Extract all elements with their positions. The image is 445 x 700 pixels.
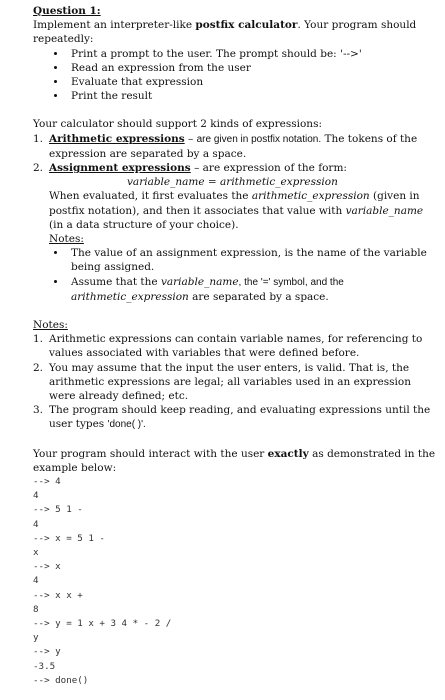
example-line: --> done() (33, 674, 89, 686)
intro-bold: postfix calculator (195, 19, 298, 32)
step-item: • Print a prompt to the user. The prompt should be: '-->' (67, 47, 439, 61)
example-line: --> x = 5 1 - (33, 532, 105, 544)
assignment-note (67, 275, 439, 304)
intro-text-end: . Your program should repeatedly: (33, 19, 417, 46)
note-text: , the '=' symbol, and the (238, 276, 344, 288)
example-line: 8 (33, 603, 39, 615)
example-line: --> y = 1 x + 3 4 * - 2 / (33, 617, 172, 629)
kind-title: Assignment expressions (49, 162, 191, 175)
example-line: --> 4 (33, 476, 61, 488)
eval-text: (given in postfix notation), and then it associates that value with (49, 190, 420, 217)
example-line: --> y (33, 646, 61, 658)
steps-list (33, 47, 439, 104)
example-line: -3.5 (33, 660, 56, 672)
assignment-notes-label: Notes: (49, 233, 84, 246)
example-line: 4 (33, 575, 39, 587)
note-text: 'done( )'. (107, 419, 146, 431)
expression-kinds-list (33, 132, 439, 304)
assignment-formula: variable_name = arithmetic_expression (127, 176, 338, 189)
eval-text: (in a data structure of your choice). (49, 218, 239, 231)
list-number: 1. (33, 132, 44, 145)
note-text: You may assume that the input the user enters, is valid. That is, the arithmetic expressions are legal; all variables used in an expression were already defined; etc. (49, 361, 411, 403)
interact-text: as demonstrated in the example below: (33, 447, 436, 474)
example-line: 4 (33, 518, 39, 530)
example-line: 4 (33, 490, 39, 502)
eval-var: arithmetic_expression (251, 190, 370, 203)
step-item: • Print the result (67, 89, 439, 103)
intro-paragraph (33, 18, 439, 46)
example-line: --> 5 1 - (33, 504, 83, 516)
kind-assignment (33, 161, 439, 304)
list-number: 2. (33, 162, 44, 175)
step-item: • Evaluate that expression (67, 75, 439, 89)
note-item (33, 361, 439, 404)
kind-text: The tokens of the expression are separated by a space. (49, 132, 418, 160)
note-var: arithmetic_expression (71, 290, 189, 303)
question-title: Question 1: (33, 5, 101, 17)
example-line: x (33, 547, 39, 559)
notes-list (33, 332, 439, 432)
list-number: 1. (33, 333, 44, 346)
eval-text: When evaluated, it first evaluates the (49, 190, 252, 203)
list-number: 2. (33, 361, 44, 374)
interact-paragraph (33, 447, 439, 475)
note-item (33, 332, 439, 360)
assignment-notes-list (49, 246, 439, 304)
example-line: y (33, 632, 39, 644)
note-text: Assume that the (71, 275, 161, 288)
example-line: --> x (33, 561, 61, 573)
example-line: --> x x + (33, 589, 83, 601)
intro-text: Implement an interpreter-like (33, 19, 196, 32)
assignment-eval-text (49, 189, 439, 232)
interact-bold: exactly (267, 447, 309, 460)
list-number: 3. (33, 404, 44, 417)
support-line: Your calculator should support 2 kinds of expressions: (33, 118, 322, 131)
step-item: • Read an expression from the user (67, 61, 439, 75)
note-text: Arithmetic expressions can contain variable names, for referencing to values associated with variables that were defined before. (49, 333, 423, 360)
note-var: variable_name (160, 275, 239, 288)
kind-dash: – (184, 132, 197, 145)
notes-title: Notes: (33, 319, 68, 332)
kind-title: Arithmetic expressions (49, 132, 185, 145)
kind-text: – are expression of the form: (190, 162, 347, 175)
example-session (33, 475, 439, 688)
note-item (33, 403, 439, 432)
kind-text-sans: are given in postfix notation. (196, 133, 322, 145)
assignment-note: • The value of an assignment expression, is the name of the variable being assigned. (67, 246, 439, 274)
note-text: are separated by a space. (188, 290, 329, 303)
kind-arithmetic (33, 132, 439, 161)
interact-text: Your program should interact with the user (33, 447, 268, 460)
note-text: The program should keep reading, and evaluating expressions until the user types (49, 404, 431, 431)
eval-var: variable_name (345, 204, 424, 217)
